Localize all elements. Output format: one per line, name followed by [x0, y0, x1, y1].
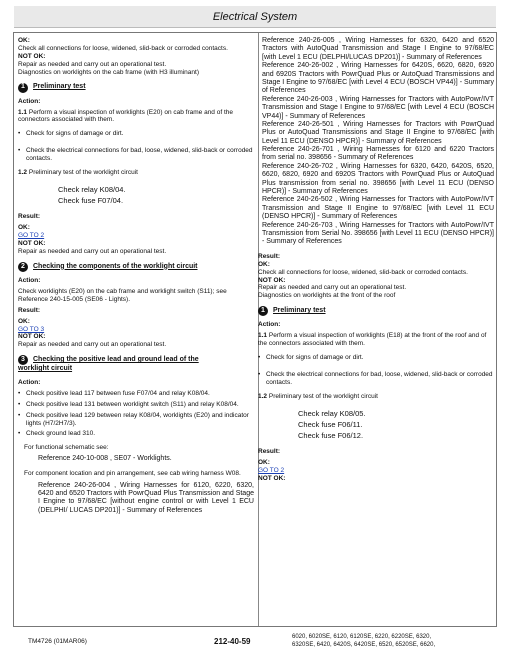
check-item: Check fuse F07/04.	[58, 196, 124, 206]
check-item: Check fuse F06/11.	[298, 419, 363, 429]
bullet-item: • Check the electrical connections for bad, loose, widened, slid-back or corroded contacts.	[18, 147, 254, 163]
ok-label: OK:	[18, 317, 30, 325]
page-footer	[14, 636, 496, 656]
page-header	[14, 6, 496, 28]
notok-label: NOT OK:	[258, 474, 286, 482]
document-id: TM4726 (01MAR06)	[28, 638, 87, 645]
page-title: Electrical System	[212, 11, 298, 23]
item-text: Preliminary test of the worklight circuit	[268, 392, 378, 400]
instruction-item	[18, 109, 254, 125]
notok-label: NOT OK:	[18, 333, 46, 341]
step-number-badge: 2	[18, 262, 28, 272]
action-label: Action:	[258, 321, 281, 329]
instruction-text: Check worklights (E20) on the cab frame and worklight switch (S11); see Reference 240-15-005 (SE06 - Lights).	[18, 287, 227, 303]
model-line: 6020, 6020SE, 6120, 6120SE, 6220, 6220SE, 6320,	[292, 634, 432, 640]
step-2-heading	[18, 262, 254, 272]
instruction-item	[258, 393, 494, 401]
reference-link[interactable]: Reference 240-26-002 , Wiring Harnesses for 6420S, 6620, 6820, 6920 and 6920S Tractors with PowrQuad Plus or AutoQuad Transmissions and Stage I Engine to 97/68/EC [with Level 4 ECU (BOSCH VP44)] - Summary of References	[262, 62, 494, 95]
item-number: 1.2	[258, 392, 268, 400]
notok-text: Repair as needed and carry out an operational test.	[258, 284, 407, 292]
item-number: 1.2	[18, 169, 28, 177]
ok-label: OK:	[18, 224, 30, 232]
result-label: Result:	[18, 306, 41, 314]
notok-text: Repair as needed and carry out an operational test.	[18, 248, 167, 256]
step-title-cont: worklight circuit	[18, 365, 73, 373]
bullet-item: • Check positive lead 117 between fuse F07/04 and relay K08/04.	[18, 390, 254, 398]
notok-label: NOT OK:	[18, 52, 46, 60]
step-title: Preliminary test	[33, 83, 86, 91]
item-text: Preliminary test of the worklight circuit	[28, 169, 138, 177]
reference-link[interactable]: Reference 240-26-701 , Wiring Harnesses for 6120 and 6220 Tractors from serial no. 398656 - Summary of References	[262, 146, 494, 162]
ok-text: Check all connections for loose, widened, slid-back or corroded contacts.	[258, 268, 468, 276]
step-number-badge: 1	[258, 306, 268, 316]
instruction-item	[258, 332, 494, 348]
left-column	[18, 37, 254, 515]
result-label: Result:	[18, 213, 41, 221]
notok-label: NOT OK:	[18, 240, 46, 248]
reference-link[interactable]: Reference 240-26-004 , Wiring Harnesses for 6120, 6220, 6320, 6420 and 6520 Tractors with PowrQuad Plus Transmission and Stage I Engine to 97/68/EC [without engine control or with Level 1 ECU (DELPHI/ LUCAS DP201)] - Summary of References	[38, 481, 254, 514]
component-text: For component location and pin arrangement, see cab wiring harness W08.	[24, 469, 241, 477]
result-label: Result:	[258, 252, 281, 260]
notok-label: NOT OK:	[258, 276, 286, 284]
right-column	[258, 37, 494, 483]
goto-link[interactable]: GO TO 2	[258, 467, 285, 475]
ok-label: OK:	[258, 260, 270, 268]
step-number-badge: 1	[18, 83, 28, 93]
step-1-heading	[18, 83, 254, 93]
bullet-item: • Check positive lead 131 between worklight switch (S11) and relay K08/04.	[18, 401, 254, 409]
check-item: Check relay K08/04.	[58, 185, 126, 195]
item-text: Perform a visual inspection of worklights (E20) on cab frame and of the connectors associated with them.	[18, 108, 233, 124]
item-number: 1.1	[258, 332, 268, 340]
model-list	[292, 634, 492, 649]
reference-link[interactable]: Reference 240-26-702 , Wiring Harnesses for 6320, 6420, 6420S, 6520, 6620, 6820, 6920 and 6920S Tractors with PowrQuad Plus or AutoQuad Plus transmission from serial no. 398656 [with Level 11 ECU (DENSO HPCR)] - Summary of References	[262, 162, 494, 196]
content-frame	[13, 32, 497, 627]
step-title: Preliminary test	[273, 307, 326, 315]
bullet-item: • Check the electrical connections for bad, loose, widened, slid-back or corroded contacts.	[258, 371, 494, 387]
action-label: Action:	[18, 97, 41, 105]
reference-link[interactable]: Reference 240-26-005 , Wiring Harnesses for 6320, 6420 and 6520 Tractors with AutoQuad Transmission and Stage I Engine to 97/68/EC [with Level 1 ECU (DELPHI/LUCAS DP201)] - Summary of References	[262, 37, 494, 61]
reference-link[interactable]: Reference 240-26-501 , Wiring Harnesses for Tractors with PowrQuad Plus or AutoQuad Transmissions and Stage II Engine to 97/68/EC [with Level 11 ECU (DENSO HPCR)] - Summary of References	[262, 120, 494, 145]
instruction-item	[18, 169, 254, 177]
step-title: Checking the components of the worklight circuit	[33, 262, 198, 270]
schematic-label: For functional schematic see:	[24, 444, 109, 452]
reference-list	[262, 37, 494, 247]
step-number-badge: 3	[18, 355, 28, 365]
action-label: Action:	[18, 276, 41, 284]
reference-link[interactable]: Reference 240-26-703 , Wiring Harnesses for Tractors with AutoPowr/IVT Transmission from Serial No. 398656 [with Level 11 ECU (DENSO HPCR)] - Summary of References	[262, 221, 494, 246]
section-intro: Diagnostics on worklights on the cab frame (with H3 illuminant)	[18, 68, 199, 76]
section-intro: Diagnostics on worklights at the front of the roof	[258, 292, 396, 300]
result-label: Result:	[258, 448, 281, 456]
bullet-item: • Check ground lead 310.	[18, 430, 254, 438]
bullet-item: • Check for signs of damage or dirt.	[258, 354, 494, 362]
reference-link[interactable]: Reference 240-26-502 , Wiring Harnesses for Tractors with AutoPowr/IVT Transmission and Stage II Engine to 97/68/EC [with Level 11 ECU (DENSO HPCR)] - Summary of References	[262, 196, 494, 221]
bullet-item: • Check for signs of damage or dirt.	[18, 130, 254, 138]
reference-link[interactable]: Reference 240-26-003 , Wiring Harnesses for Tractors with AutoPowr/IVT Transmission and Stage I Engine to 97/68/EC [with Level 4 ECU (BOSCH VP44)] - Summary of References	[262, 95, 494, 120]
ok-label: OK:	[258, 459, 270, 467]
reference-link[interactable]: Reference 240-10-008 , SE07 - Worklights.	[38, 455, 172, 463]
notok-text: Repair as needed and carry out an operational test.	[18, 60, 167, 68]
page-number: 212-40-59	[214, 637, 251, 646]
notok-text: Repair as needed and carry out an operational test.	[18, 341, 167, 349]
item-number: 1.1	[18, 108, 28, 116]
goto-link[interactable]: GO TO 2	[18, 232, 45, 240]
action-label: Action:	[18, 378, 41, 386]
model-line: 6320SE, 6420, 6420S, 6420SE, 6520, 6520SE, 6620,	[292, 641, 436, 648]
step-3-heading	[18, 355, 254, 365]
goto-link[interactable]: GO TO 3	[18, 325, 45, 333]
bullet-item: • Check positive lead 129 between relay K08/04, worklights (E20) and indicator lights (H7/2H7/3).	[18, 412, 254, 428]
item-text: Perform a visual inspection of worklights (E18) at the front of the roof and of the connectors associated with them.	[258, 332, 487, 348]
result-block	[258, 261, 494, 483]
step-title: Checking the positive lead and ground lead of the	[33, 356, 199, 364]
check-item: Check fuse F06/12.	[298, 431, 364, 441]
ok-label: OK:	[18, 37, 30, 44]
step-1-heading	[258, 306, 494, 316]
check-item: Check relay K08/05.	[298, 408, 366, 418]
ok-text: Check all connections for loose, widened, slid-back or corroded contacts.	[18, 44, 228, 52]
